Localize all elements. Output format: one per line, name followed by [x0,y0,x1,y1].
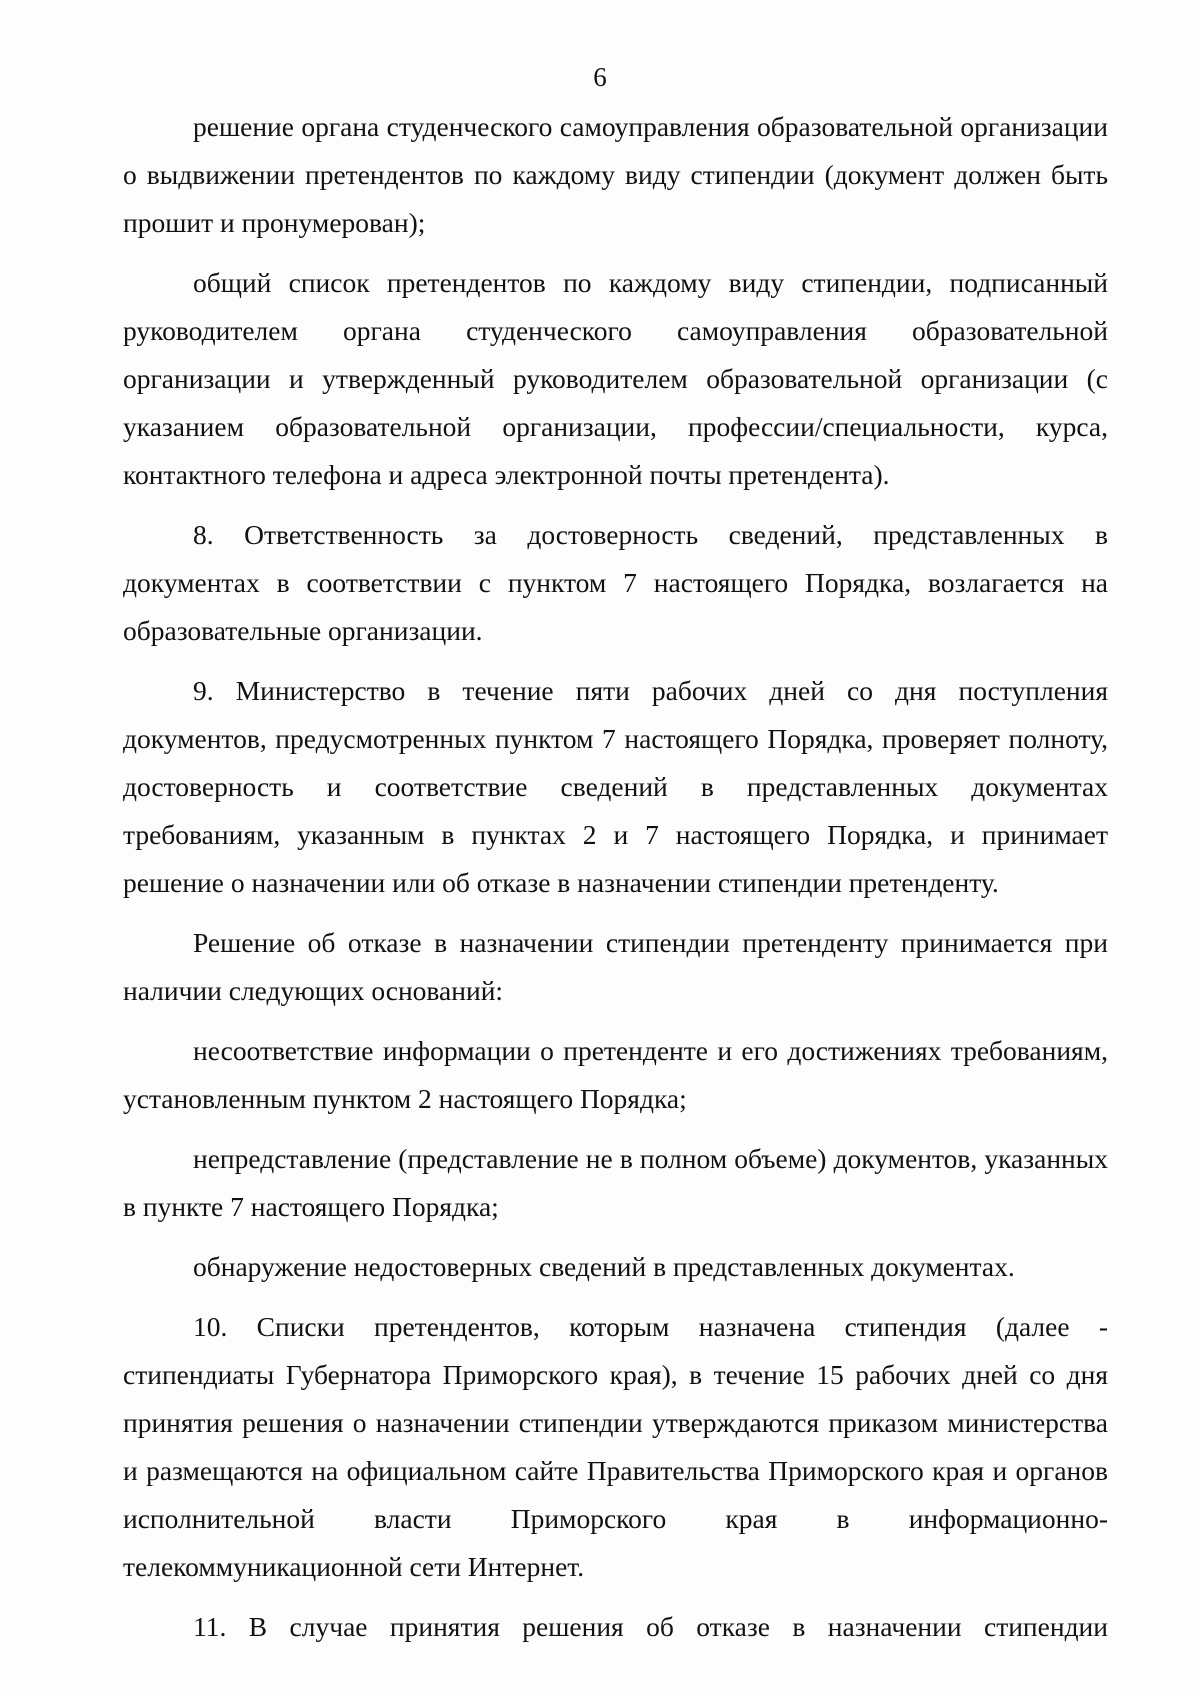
paragraph-refusal-grounds: Решение об отказе в назначении стипендии претенденту принимается при наличии следующих оснований: [123,927,1108,1006]
paragraph-item-11: 11. В случае принятия решения об отказе в назначении стипендии [193,1611,1108,1642]
paragraph-student-body-decision: решение органа студенческого самоуправления образовательной организации о выдвижении претендентов по каждому виду стипендии (документ должен быть прошит и пронумерован); [123,111,1108,238]
paragraph-item-10: 10. Списки претендентов, которым назначена стипендия (далее - стипендиаты Губернатора Приморского края), в течение 15 рабочих дней со дня принятия решения о назначении стипендии утверждаются приказом министерства и размещаются на официальном сайте Правительства Приморского края и органов исполнительной власти Приморского края в информационно-телекоммуникационной сети Интернет. [123,1311,1108,1582]
paragraph-item-9: 9. Министерство в течение пяти рабочих дней со дня поступления документов, предусмотренных пунктом 7 настоящего Порядка, проверяет полноту, достоверность и соответствие сведений в представленных документах требованиям, указанным в пунктах 2 и 7 настоящего Порядка, и принимает решение о назначении или об отказе в назначении стипендии претенденту. [123,675,1108,898]
paragraph-candidate-list: общий список претендентов по каждому виду стипендии, подписанный руководителем органа студенческого самоуправления образовательной организации и утвержденный руководителем образовательной организации (с указанием образовательной организации, профессии/специальности, курса, контактного телефона и адреса электронной почты претендента). [123,267,1108,490]
document-body [123,103,1108,1663]
page-number: 6 [593,62,607,92]
paragraph-ground-mismatch: несоответствие информации о претенденте и его достижениях требованиям, установленным пунктом 2 настоящего Порядка; [123,1035,1108,1114]
paragraph-ground-missing-documents: непредставление (представление не в полном объеме) документов, указанных в пункте 7 настоящего Порядка; [123,1143,1108,1222]
paragraph-ground-false-info: обнаружение недостоверных сведений в представленных документах. [193,1251,1015,1282]
paragraph-item-8: 8. Ответственность за достоверность сведений, представленных в документах в соответствии с пунктом 7 настоящего Порядка, возлагается на образовательные организации. [123,519,1108,646]
